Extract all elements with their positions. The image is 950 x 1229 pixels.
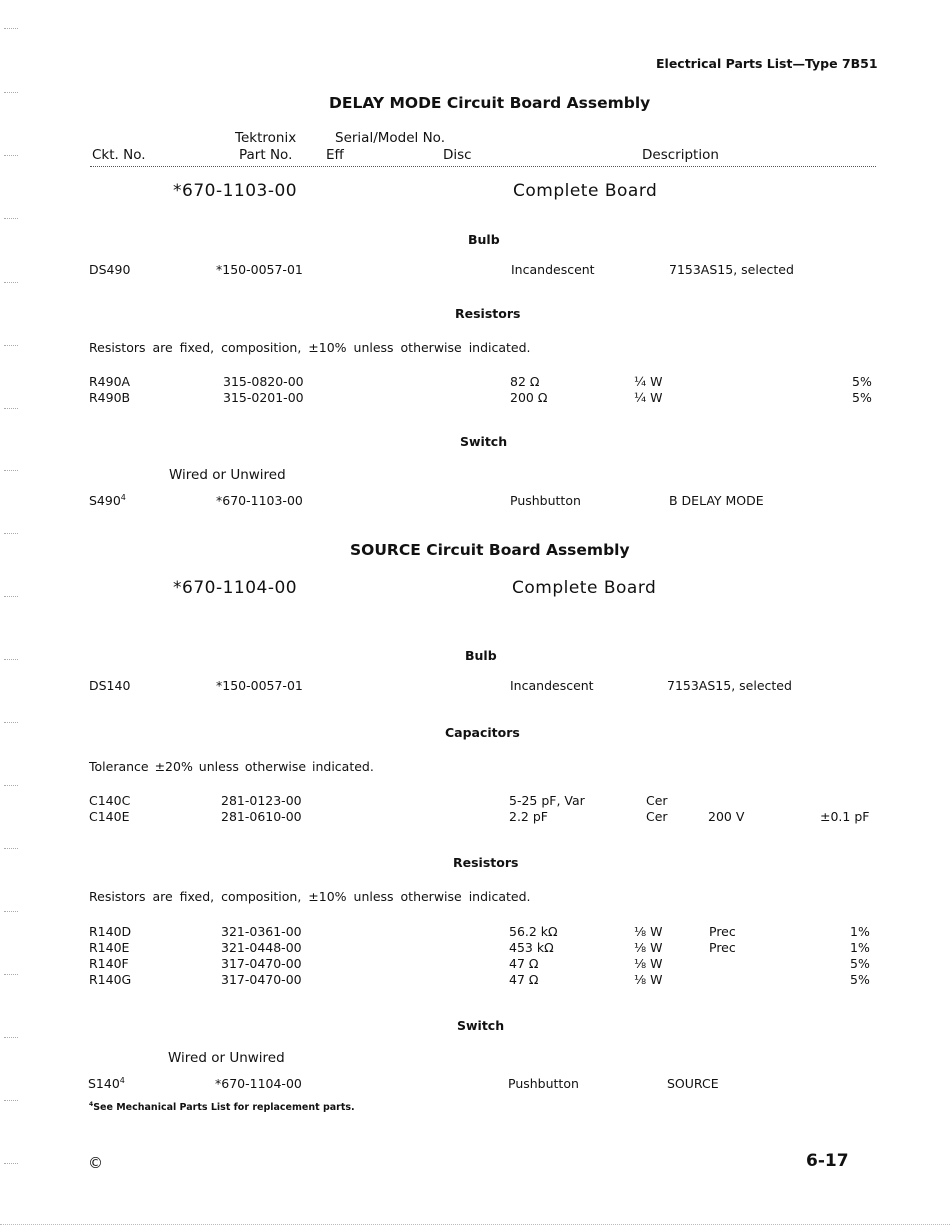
wattage: ¼ W [634,374,663,389]
detail: B DELAY MODE [669,493,764,508]
ckt-no: R140D [89,924,132,939]
part-no: *150-0057-01 [216,678,303,693]
col-ckt-label: Ckt. No. [92,147,146,163]
ckt-no-text: S140 [88,1076,120,1092]
footnote-text: See Mechanical Parts List for replacement parts. [93,1102,355,1114]
description: Pushbutton [508,1076,579,1091]
ckt-no: R140E [89,940,130,955]
part-no: 315-0201-00 [223,390,304,405]
part-no: 281-0610-00 [221,809,302,824]
tolerance: 1% [850,924,870,939]
col-part-label: Part No. [239,147,293,163]
page-number: 6-17 [806,1151,849,1171]
type: Cer [646,793,668,808]
col-eff-label: Eff [326,147,344,163]
bottom-scan-edge [0,1224,950,1225]
precision: Prec [709,940,736,955]
ckt-no [89,493,126,508]
value: 47 Ω [509,956,539,971]
ckt-no: R140G [89,972,132,987]
value: 453 kΩ [509,940,554,955]
footnote [89,1101,355,1113]
part-no: 281-0123-00 [221,793,302,808]
source-board-description: Complete Board [512,578,657,598]
value: 56.2 kΩ [509,924,558,939]
ckt-no: C140C [89,793,131,808]
wattage: ⅛ W [634,972,663,987]
tolerance: 5% [850,972,870,987]
part-no: 321-0361-00 [221,924,302,939]
source-switch-heading: Switch [457,1018,505,1033]
source-capacitors-heading: Capacitors [445,725,520,740]
part-no: 317-0470-00 [221,956,302,971]
part-no: 315-0820-00 [223,374,304,389]
detail: 7153AS15, selected [669,262,794,277]
delay-resistors-heading: Resistors [455,306,521,321]
col-tektronix-label: Tektronix [235,130,297,146]
delay-resistors-note: Resistors are fixed, composition, ±10% unless otherwise indicated. [89,340,531,355]
wattage: ¼ W [634,390,663,405]
part-no: *670-1104-00 [215,1076,302,1091]
part-no: 317-0470-00 [221,972,302,987]
part-no: *150-0057-01 [216,262,303,277]
description: Pushbutton [510,493,581,508]
source-bulb-heading: Bulb [465,648,497,663]
delay-section-title: DELAY MODE Circuit Board Assembly [329,94,651,112]
delay-bulb-heading: Bulb [468,232,500,247]
source-resistors-note: Resistors are fixed, composition, ±10% unless otherwise indicated. [89,889,531,904]
header-rule [90,166,876,167]
wattage: ⅛ W [634,924,663,939]
ckt-no: R490A [89,374,131,389]
wattage: ⅛ W [634,956,663,971]
value: 47 Ω [509,972,539,987]
part-no: *670-1103-00 [216,493,303,508]
ckt-no [88,1076,125,1091]
running-header: Electrical Parts List—Type 7B51 [656,56,878,71]
value: 200 Ω [510,390,548,405]
ckt-no: R490B [89,390,131,405]
ckt-no: DS140 [89,678,131,693]
tolerance: 5% [852,390,872,405]
col-description-label: Description [642,147,719,163]
ckt-no: DS490 [89,262,131,277]
part-no: 321-0448-00 [221,940,302,955]
col-serial-label: Serial/Model No. [335,130,445,146]
footnote-mark: 4 [89,1101,94,1108]
description: Incandescent [510,678,594,693]
footnote-ref: 4 [119,1076,125,1085]
source-resistors-heading: Resistors [453,855,519,870]
detail: SOURCE [667,1076,719,1091]
delay-switch-heading: Switch [460,434,508,449]
wattage: ⅛ W [634,940,663,955]
source-board-part-no: *670-1104-00 [173,578,298,598]
delay-board-description: Complete Board [513,181,658,201]
ckt-no: C140E [89,809,130,824]
description: Incandescent [511,262,595,277]
delay-switch-subheading: Wired or Unwired [169,467,286,483]
tolerance: 1% [850,940,870,955]
value: 2.2 pF [509,809,548,824]
value: 82 Ω [510,374,540,389]
tolerance: 5% [852,374,872,389]
tolerance: ±0.1 pF [820,809,870,824]
tolerance: 5% [850,956,870,971]
value: 5-25 pF, Var [509,793,585,808]
source-section-title: SOURCE Circuit Board Assembly [350,541,630,559]
delay-board-part-no: *670-1103-00 [173,181,298,201]
detail: 7153AS15, selected [667,678,792,693]
source-switch-subheading: Wired or Unwired [168,1050,285,1066]
copyright-symbol: © [88,1154,103,1172]
ckt-no: R140F [89,956,129,971]
ckt-no-text: S490 [89,493,121,509]
type: Cer [646,809,668,824]
source-capacitors-note: Tolerance ±20% unless otherwise indicated. [89,759,374,774]
footnote-ref: 4 [120,493,126,502]
col-disc-label: Disc [443,147,472,163]
precision: Prec [709,924,736,939]
voltage: 200 V [708,809,745,824]
